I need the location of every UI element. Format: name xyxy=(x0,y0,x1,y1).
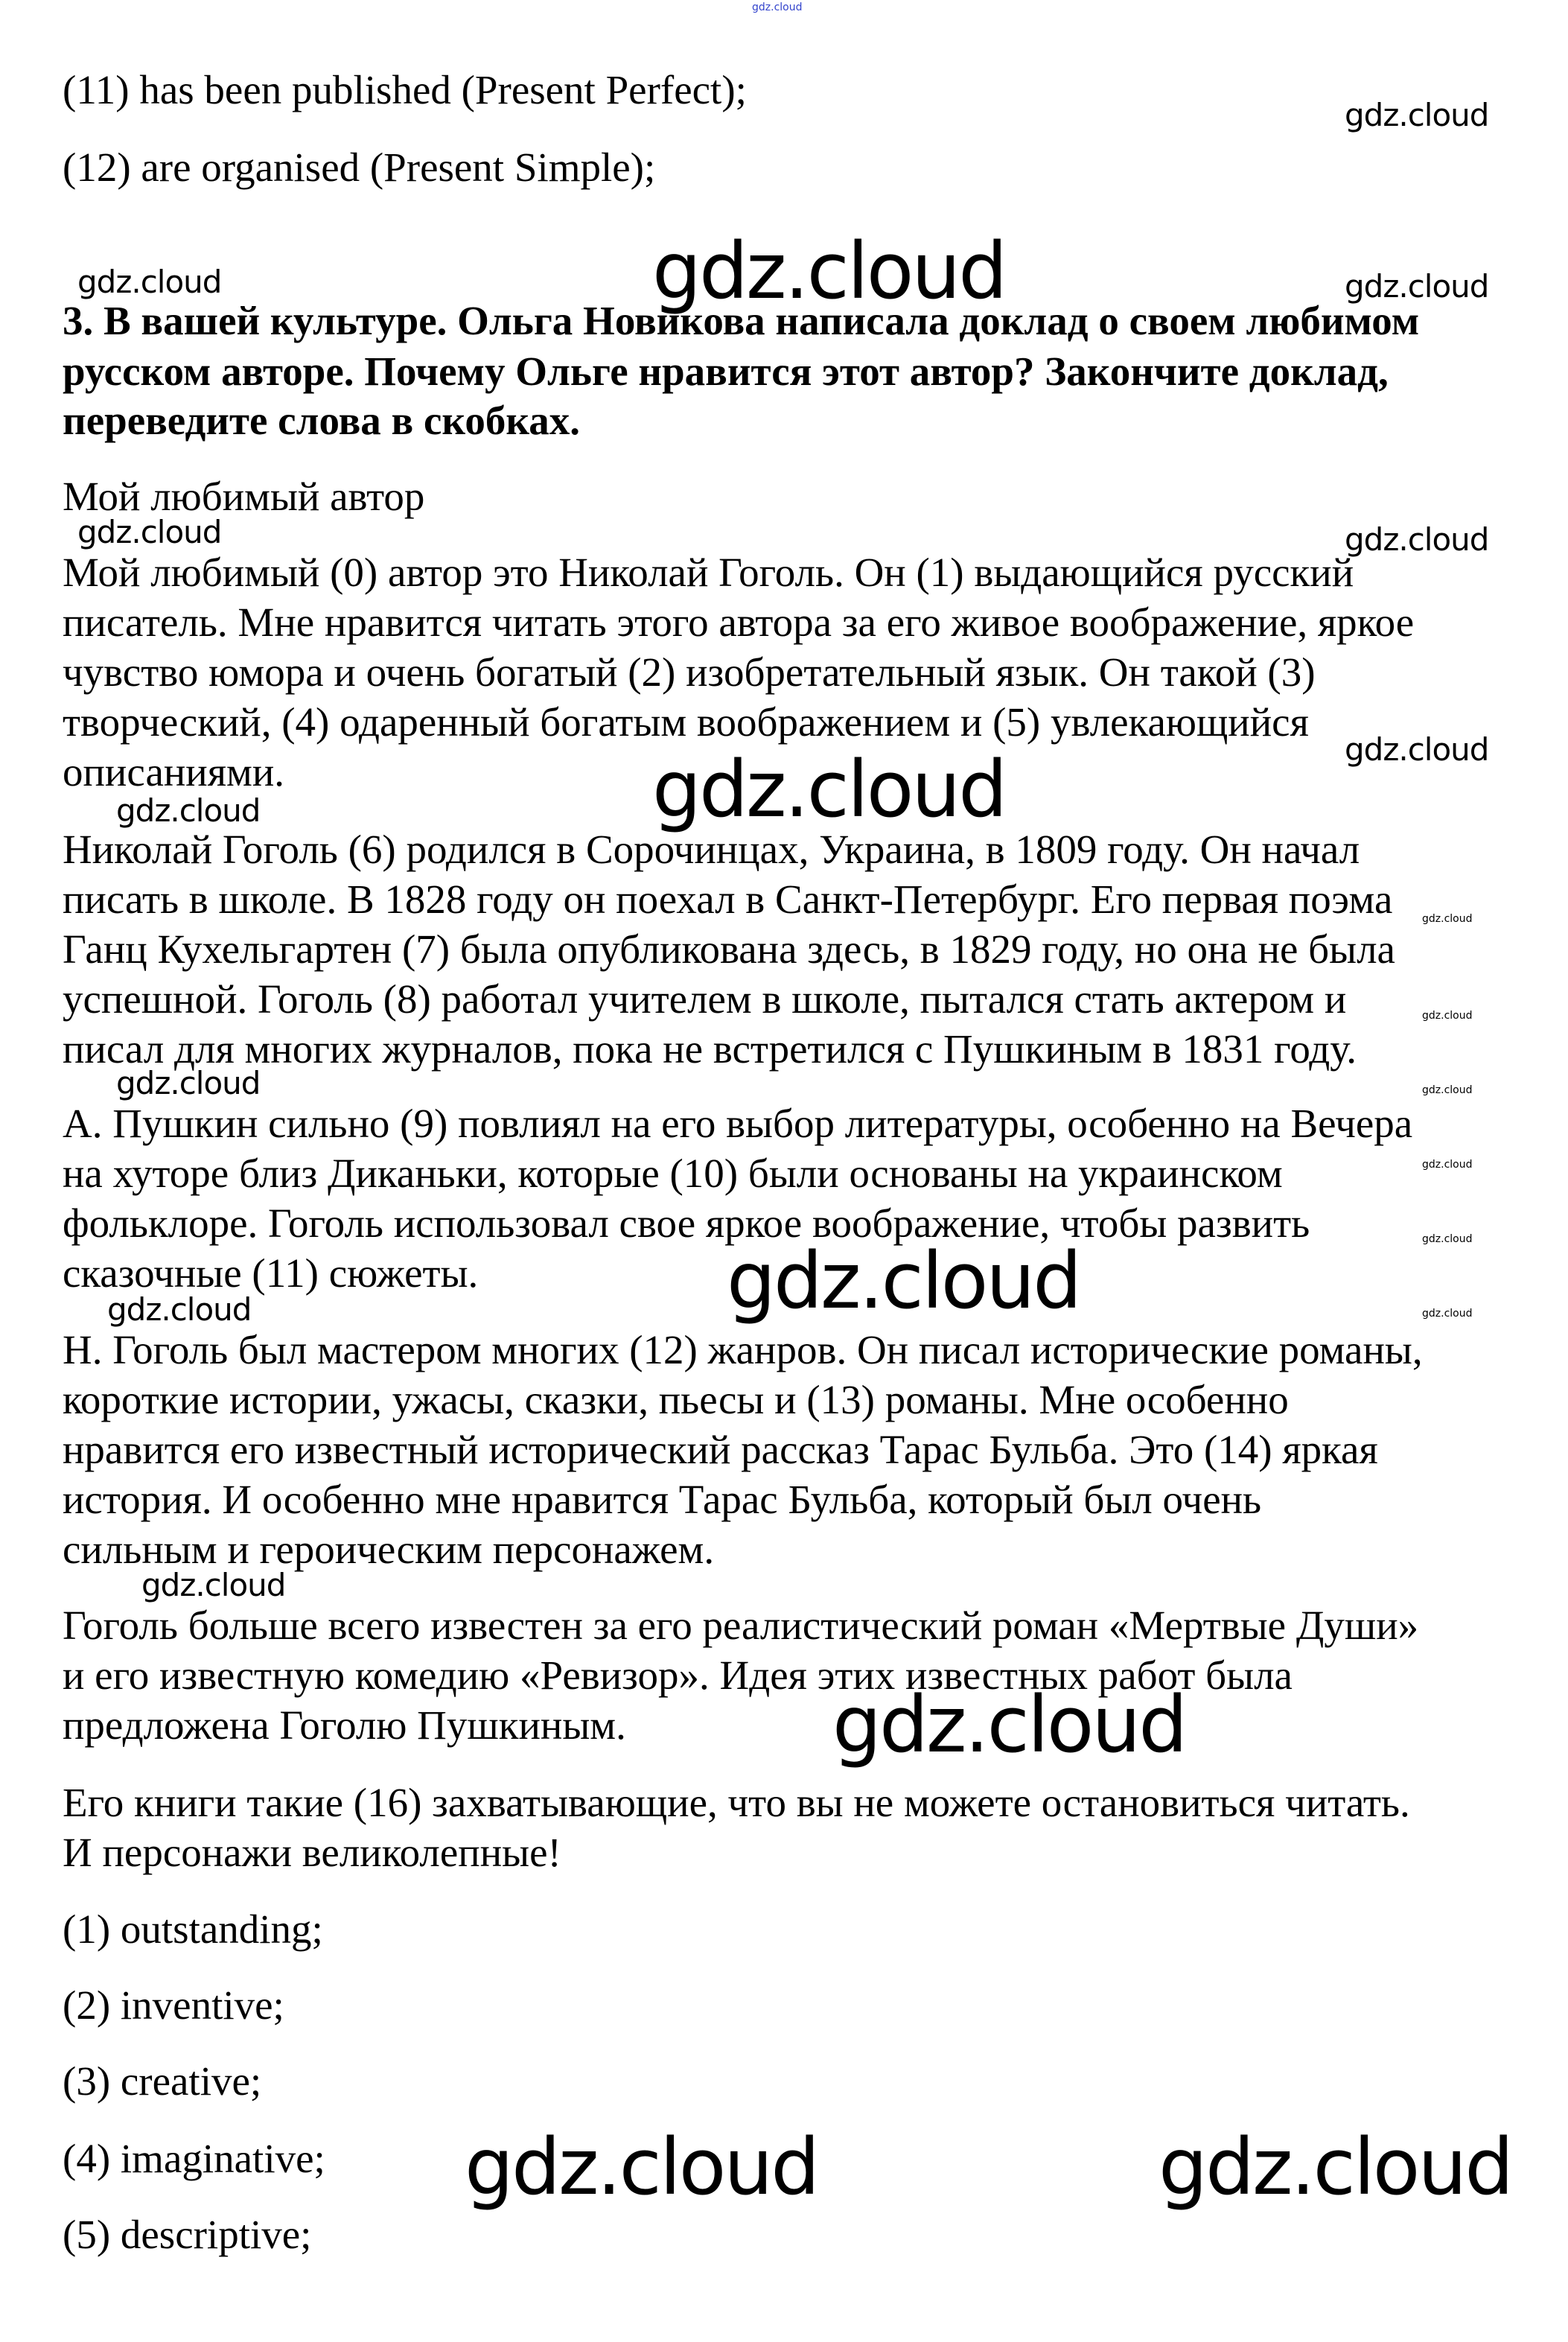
paragraph-line: предложена Гоголю Пушкиным. xyxy=(63,1702,626,1748)
answer-item: (5) descriptive; xyxy=(63,2212,312,2257)
watermark: gdz.cloud xyxy=(116,1065,261,1101)
paragraph-line: Гоголь больше всего известен за его реалистический роман «Мертвые Души» xyxy=(63,1603,1419,1648)
watermark: gdz.cloud xyxy=(465,2122,818,2212)
paragraph-line: нравится его известный исторический рассказ Тарас Бульба. Это (14) яркая xyxy=(63,1427,1378,1472)
paragraph-line: писатель. Мне нравится читать этого автора за его живое воображение, яркое xyxy=(63,599,1415,645)
watermark: gdz.cloud xyxy=(1345,521,1489,558)
watermark: gdz.cloud xyxy=(1422,1159,1473,1171)
watermark: gdz.cloud xyxy=(832,1679,1186,1770)
task-heading-line: русском авторе. Почему Ольге нравится этот автор? Закончите доклад, xyxy=(63,349,1389,394)
paragraph-line: фольклоре. Гоголь использовал свое яркое воображение, чтобы развить xyxy=(63,1200,1310,1246)
answer-item: (4) imaginative; xyxy=(63,2136,325,2181)
paragraph-line: успешной. Гоголь (8) работал учителем в школе, пытался стать актером и xyxy=(63,976,1347,1022)
watermark: gdz.cloud xyxy=(77,514,222,550)
paragraph-line: писал для многих журналов, пока не встретился с Пушкиным в 1831 году. xyxy=(63,1026,1357,1072)
paragraph-line: история. И особенно мне нравится Тарас Бульба, который был очень xyxy=(63,1477,1262,1522)
watermark: gdz.cloud xyxy=(107,1291,252,1328)
paragraph-line: Николай Гоголь (6) родился в Сорочинцах, Украина, в 1809 году. Он начал xyxy=(63,827,1360,872)
task-heading-line: 3. В вашей культуре. Ольга Новикова написала доклад о своем любимом xyxy=(63,298,1420,343)
paragraph-line: Мой любимый (0) автор это Николай Гоголь. Он (1) выдающийся русский xyxy=(63,550,1354,595)
answer-item: (3) creative; xyxy=(63,2058,262,2104)
answer-item: (2) inventive; xyxy=(63,1982,284,2028)
watermark: gdz.cloud xyxy=(652,744,1006,835)
watermark: gdz.cloud xyxy=(1422,1010,1473,1022)
watermark: gdz.cloud xyxy=(1422,1084,1473,1096)
watermark: gdz.cloud xyxy=(727,1235,1080,1326)
paragraph-line: сказочные (11) сюжеты. xyxy=(63,1250,479,1296)
watermark: gdz.cloud xyxy=(1345,268,1489,305)
watermark: gdz.cloud xyxy=(116,792,261,829)
watermark: gdz.cloud xyxy=(1159,2122,1512,2212)
answer-line: (11) has been published (Present Perfect); xyxy=(63,67,747,112)
watermark: gdz.cloud xyxy=(652,226,1006,316)
paragraph-line: А. Пушкин сильно (9) повлиял на его выбор литературы, особенно на Вечера xyxy=(63,1101,1413,1146)
task-heading-line: переведите слова в скобках. xyxy=(63,398,580,443)
paragraph-line: писать в школе. В 1828 году он поехал в Санкт-Петербург. Его первая поэма xyxy=(63,876,1393,922)
answer-line: (12) are organised (Present Simple); xyxy=(63,144,656,190)
paragraph-line: описаниями. xyxy=(63,749,285,795)
paragraph-line: Его книги такие (16) захватывающие, что вы не можете остановиться читать. xyxy=(63,1780,1410,1825)
paragraph-line: И персонажи великолепные! xyxy=(63,1830,561,1875)
paragraph-line: сильным и героическим персонажем. xyxy=(63,1527,715,1572)
watermark: gdz.cloud xyxy=(77,264,222,300)
paragraph-line: на хуторе близ Диканьки, которые (10) были основаны на украинском xyxy=(63,1151,1283,1196)
watermark: gdz.cloud xyxy=(1422,1308,1473,1320)
watermark: gdz.cloud xyxy=(1345,97,1489,133)
paragraph-line: короткие истории, ужасы, сказки, пьесы и (13) романы. Мне особенно xyxy=(63,1377,1289,1422)
paragraph-line: творческий, (4) одаренный богатым воображением и (5) увлекающийся xyxy=(63,699,1309,745)
watermark: gdz.cloud xyxy=(752,1,803,13)
paragraph-line: Ганц Кухельгартен (7) была опубликована здесь, в 1829 году, но она не была xyxy=(63,926,1395,972)
watermark: gdz.cloud xyxy=(1345,731,1489,768)
paragraph-line: чувство юмора и очень богатый (2) изобретательный язык. Он такой (3) xyxy=(63,649,1316,695)
report-title: Мой любимый автор xyxy=(63,474,425,519)
answer-item: (1) outstanding; xyxy=(63,1906,323,1952)
watermark: gdz.cloud xyxy=(1422,913,1473,925)
watermark: gdz.cloud xyxy=(141,1567,286,1603)
paragraph-line: Н. Гоголь был мастером многих (12) жанров. Он писал исторические романы, xyxy=(63,1327,1423,1372)
watermark: gdz.cloud xyxy=(1422,1233,1473,1245)
paragraph-line: и его известную комедию «Ревизор». Идея этих известных работ была xyxy=(63,1652,1293,1698)
